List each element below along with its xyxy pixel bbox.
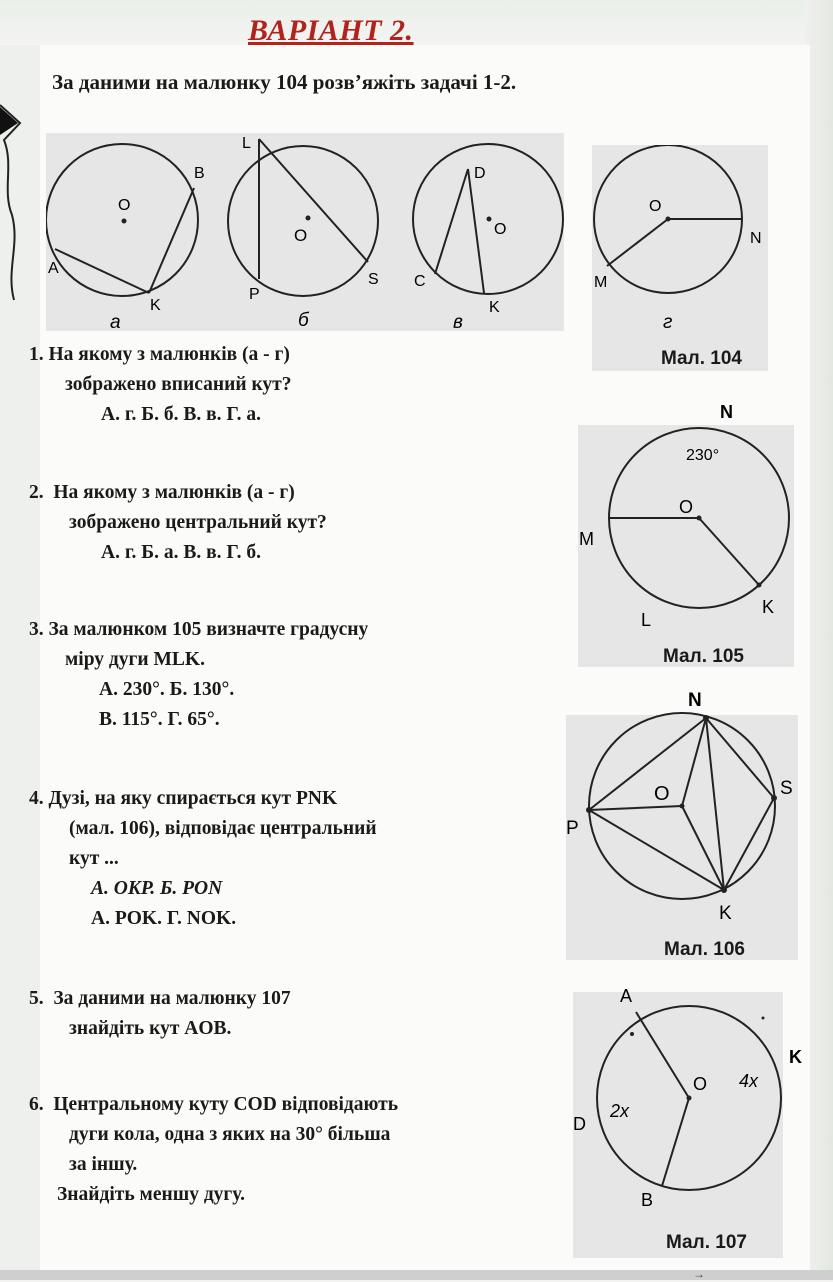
label-v-D: D [474,165,486,182]
q6-number: 6. [29,1094,44,1115]
label-106-O: O [654,783,670,805]
label-106-K: K [719,903,732,924]
label-107-4x: 4x [739,1071,759,1091]
q6-line1: Центральному куту COD відповідають [53,1094,399,1115]
arrow-icon: → [693,1267,705,1281]
panel-letter-a: а [110,312,121,331]
fig104-caption: Мал. 104 [661,348,742,369]
question-3 [29,615,569,735]
q3-number: 3. [29,619,44,640]
label-106-S: S [780,778,793,799]
label-105-N: N [720,402,733,422]
question-5 [29,984,569,1044]
label-a-K: K [150,297,161,314]
label-g-O: O [649,198,662,215]
label-a-A: A [48,260,59,277]
top-background [0,0,833,45]
q4-number: 4. [29,788,44,809]
label-107-A: A [620,986,633,1006]
fig107-drawing [573,970,813,1260]
q6-line3: за іншу. [69,1154,138,1175]
decorative-swoosh [0,95,24,305]
label-a-B: B [194,165,205,182]
q4-answers: А. OKP. Б. PON [91,878,223,899]
label-106-P: P [566,818,579,839]
q2-answers: А. г. Б. а. В. в. Г. б. [101,542,261,563]
question-1 [29,340,569,430]
q2-number: 2. [29,482,44,503]
label-g-M: M [594,274,608,291]
q4-line2: (мал. 106), відповідає центральний [69,818,377,839]
panel-letter-g: г [663,312,673,333]
q6-line4: Знайдіть меншу дугу. [57,1184,245,1205]
fig106-drawing [566,684,800,960]
label-107-D: D [573,1114,586,1134]
panel-letter-v: в [453,312,463,331]
label-106-N: N [688,690,702,711]
label-107-K: K [789,1047,802,1067]
q1-line2: зображено вписаний кут? [65,374,292,395]
q1-line1: На якому з малюнків (а - г) [48,344,290,365]
q4-line3: кут ... [69,848,119,869]
label-g-N: N [750,230,762,247]
q2-line2: зображено центральний кут? [69,512,327,533]
fig105-caption: Мал. 105 [663,646,744,667]
label-105-O: O [679,497,694,517]
label-105-L: L [641,610,652,630]
q1-number: 1. [29,344,44,365]
label-b-P: P [249,286,260,303]
instructions: За даними на малюнку 104 розв’яжіть задачі 1-2. [52,70,517,94]
label-105-M: M [579,529,594,549]
question-2 [29,478,569,568]
fig106-caption: Мал. 106 [664,939,745,960]
fig105-drawing [578,400,794,667]
q2-line1: На якому з малюнків (а - г) [53,482,295,503]
label-b-S: S [368,271,379,288]
q3-answers-2: В. 115°. Г. 65°. [99,709,220,730]
label-107-2x: 2x [610,1101,630,1121]
q3-line1: За малюнком 105 визначте градусну [48,619,369,640]
label-107-B: B [641,1190,654,1210]
q5-line2: знайдіть кут AOB. [69,1018,232,1039]
variant-title: ВАРІАНТ 2. [248,14,414,47]
label-107-O: O [693,1074,708,1094]
label-b-L: L [242,135,251,152]
label-v-O: O [494,221,507,238]
q5-number: 5. [29,988,44,1009]
circle-b [228,146,378,296]
label-a-O: O [118,197,131,214]
fig104-abv-drawing [46,133,564,331]
label-105-arc: 230° [686,447,720,464]
question-6 [29,1090,574,1210]
label-v-C: C [414,273,426,290]
q4-line1: Дузі, на яку спирається кут PNK [48,788,338,809]
label-b-O: O [294,226,308,245]
panel-letter-b: б [298,310,309,331]
q3-line2: міру дуги MLK. [65,649,205,670]
q3-answers: А. 230°. Б. 130°. [99,679,235,700]
bottom-bar [0,1270,833,1280]
label-105-K: K [762,597,775,617]
fig104-g-drawing [592,145,768,371]
q4-answers-2: А. POK. Г. NOK. [91,908,237,929]
q5-line1: За даними на малюнку 107 [53,988,291,1009]
question-4 [29,784,569,934]
fig107-caption: Мал. 107 [666,1232,747,1253]
label-v-K: K [489,299,500,316]
q6-line2: дуги кола, одна з яких на 30° більша [69,1124,391,1145]
q1-answers: А. г. Б. б. В. в. Г. а. [101,404,261,425]
